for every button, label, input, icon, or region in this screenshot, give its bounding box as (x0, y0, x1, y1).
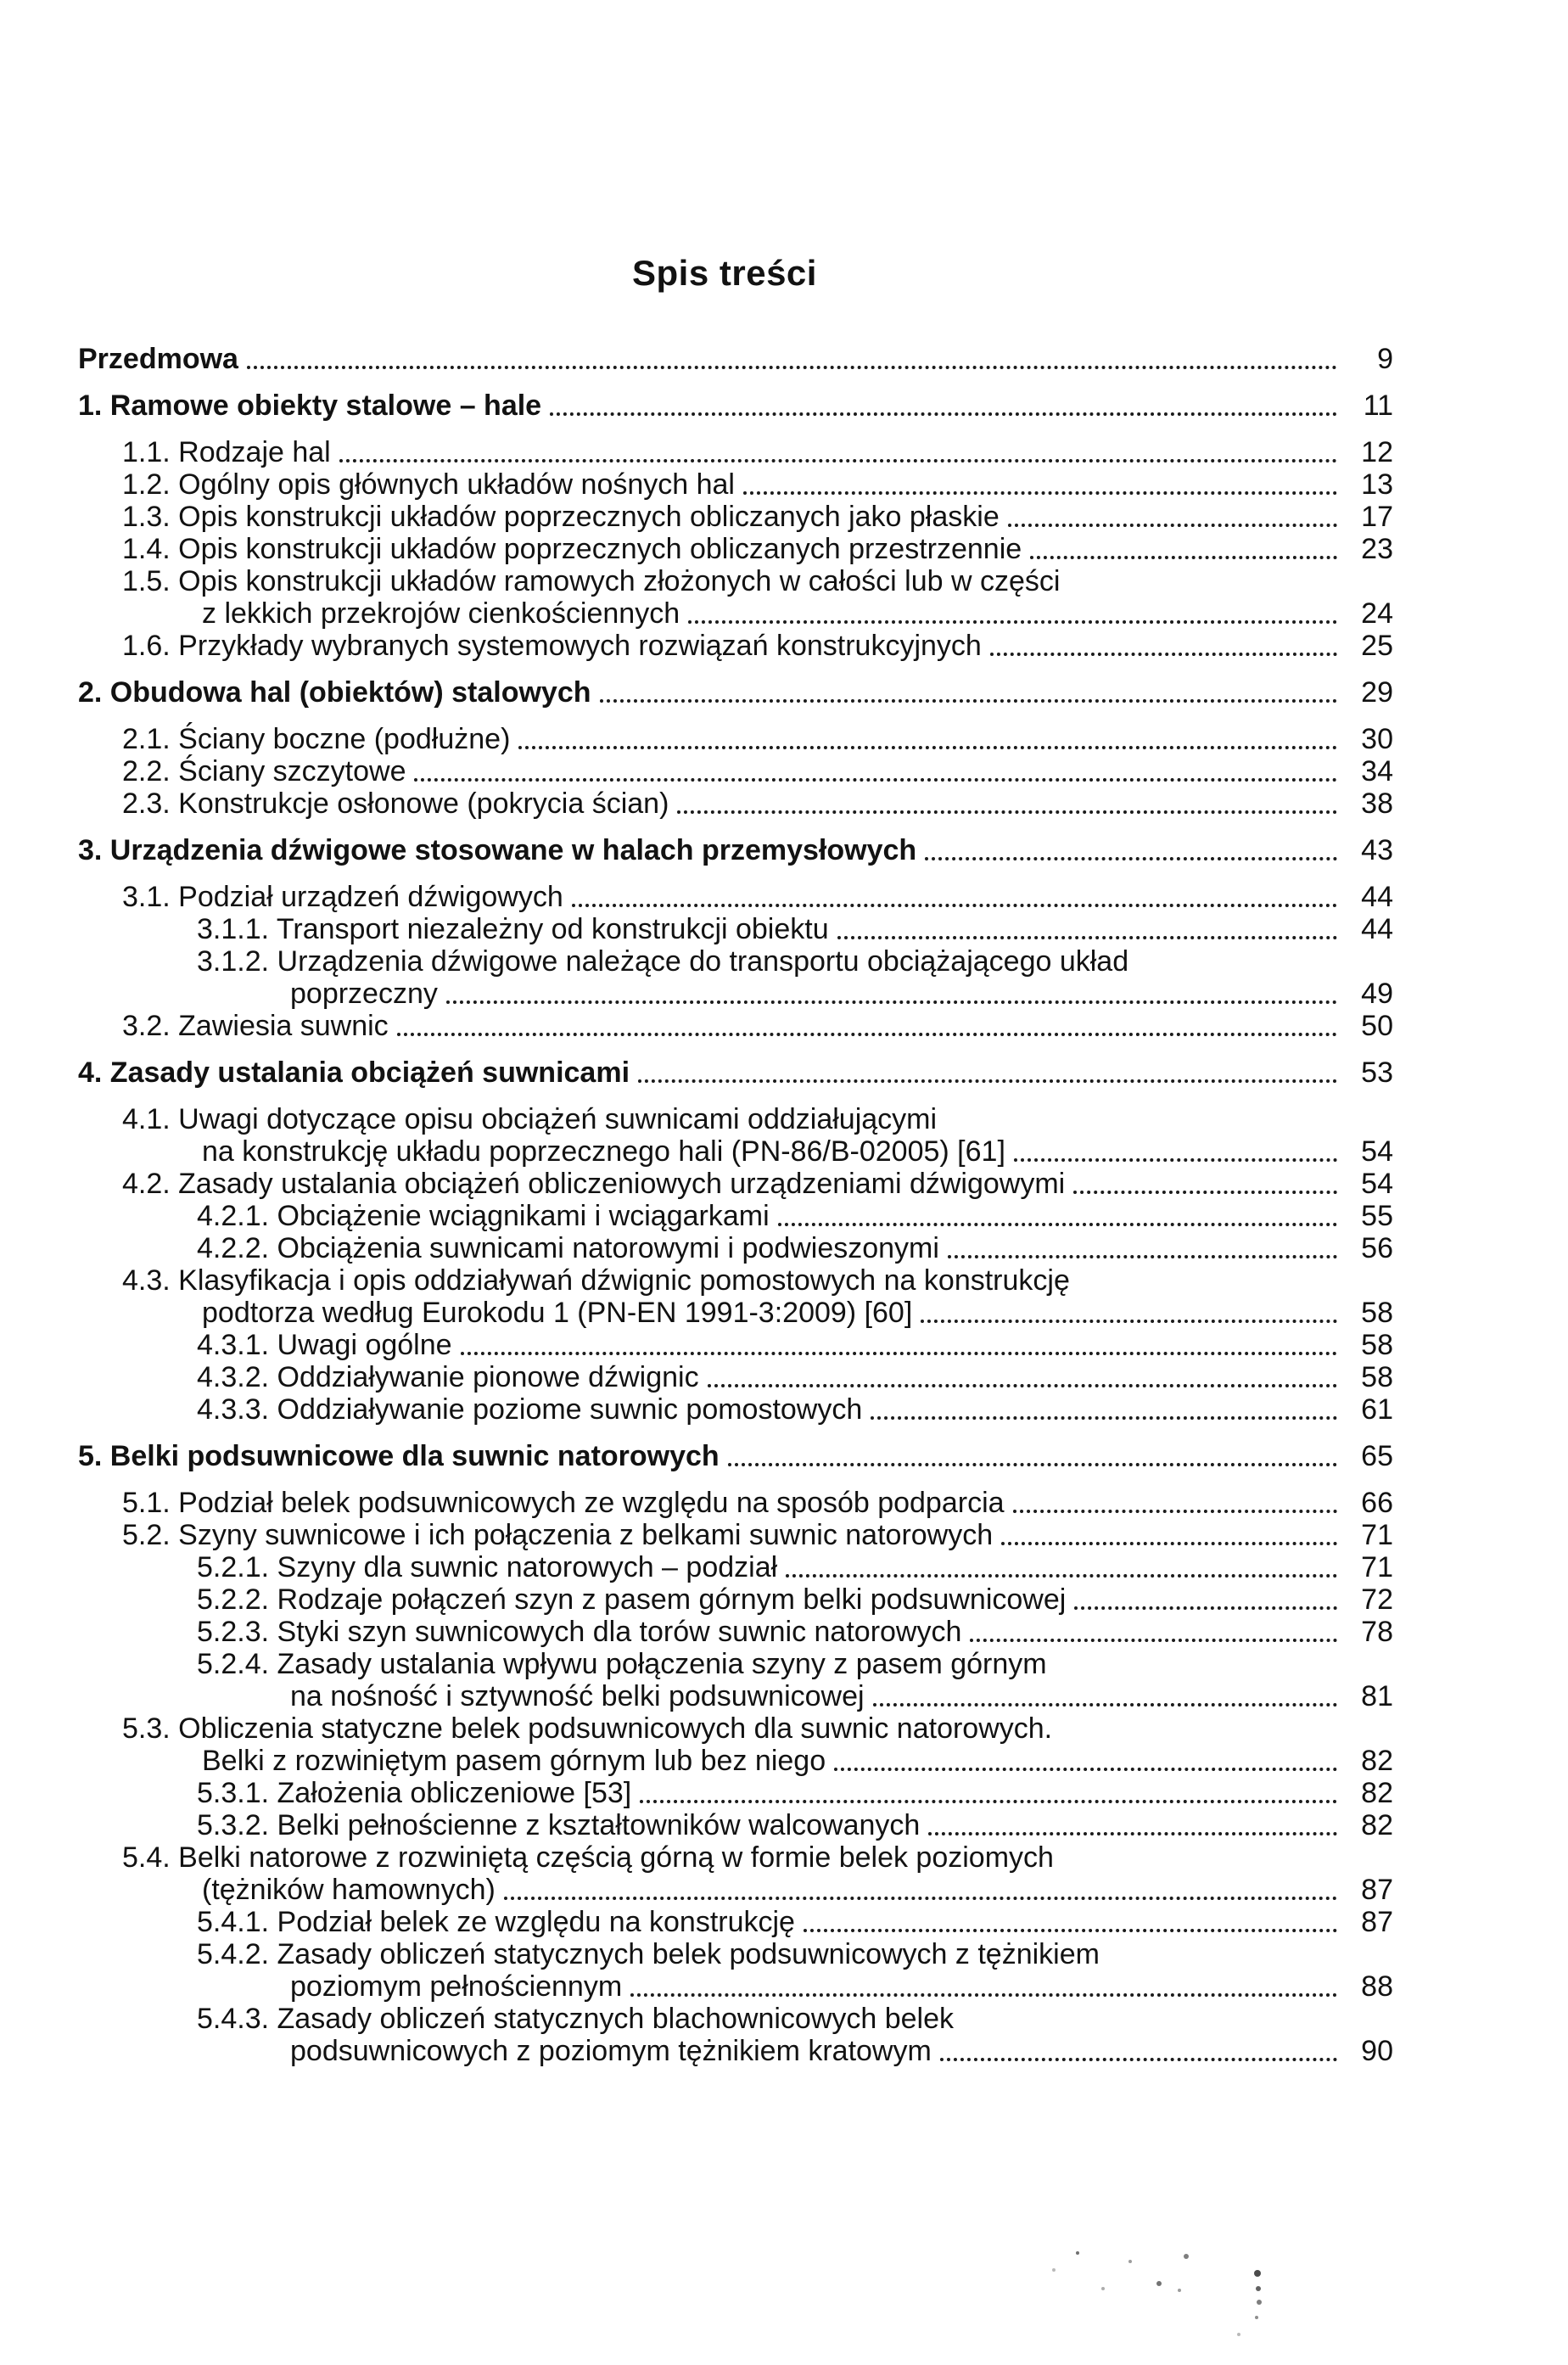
toc-entry (78, 787, 1393, 820)
toc-page-number: 50 (1361, 1010, 1393, 1042)
toc-entry (78, 343, 1393, 375)
toc-entry (78, 1361, 1393, 1393)
toc-entry-label: 4.2.1. Obciążenie wciągnikami i wciągarkami (197, 1200, 770, 1232)
toc-page-number: 24 (1361, 597, 1393, 630)
toc-page-number: 66 (1361, 1487, 1393, 1519)
toc-entry-label: 5.4.1. Podział belek ze względu na konstrukcję (197, 1906, 795, 1938)
toc-entry-label: 5.4.3. Zasady obliczeń statycznych blachownicowych belek (197, 2003, 955, 2035)
dot-leader (871, 1393, 1337, 1420)
toc-entry-label: 5. Belki podsuwnicowe dla suwnic natorowych (78, 1440, 720, 1472)
toc-entry (78, 1487, 1393, 1519)
toc-entry (78, 881, 1393, 913)
toc-entry-label: 4.2. Zasady ustalania obciążeń obliczeniowych urządzeniami dźwigowymi (122, 1168, 1066, 1200)
toc-page-number: 78 (1361, 1616, 1393, 1648)
toc-entry (78, 1583, 1393, 1616)
toc-page-number: 82 (1361, 1809, 1393, 1841)
toc-page-number: 87 (1361, 1874, 1393, 1906)
toc-entry-continuation (78, 978, 1393, 1010)
toc-page-number: 71 (1361, 1519, 1393, 1551)
dot-leader (1014, 1135, 1337, 1162)
dot-leader (990, 630, 1337, 656)
scan-speckle-artifact (1076, 2251, 1079, 2255)
dot-leader (640, 1777, 1337, 1803)
toc-entry (78, 834, 1393, 866)
dot-leader (550, 389, 1337, 416)
toc-entry (78, 533, 1393, 565)
toc-entry-label: 1.6. Przykłady wybranych systemowych rozwiązań konstrukcyjnych (122, 630, 982, 662)
dot-leader (837, 913, 1337, 939)
toc-page-number: 88 (1361, 1970, 1393, 2003)
toc-page-number: 53 (1361, 1056, 1393, 1089)
toc-entry-label: 3.1.1. Transport niezależny od konstrukcji obiektu (197, 913, 829, 945)
dot-leader (600, 676, 1337, 703)
toc-entry-label: 4.1. Uwagi dotyczące opisu obciążeń suwnicami oddziałującymi (122, 1103, 938, 1135)
dot-leader (504, 1874, 1337, 1900)
dot-leader (948, 1232, 1337, 1258)
dot-leader (397, 1010, 1337, 1036)
toc-entry (78, 1440, 1393, 1472)
toc-entry (78, 1010, 1393, 1042)
dot-leader (1001, 1519, 1337, 1545)
toc-entry-continuation (78, 1680, 1393, 1712)
toc-page-number: 81 (1361, 1680, 1393, 1712)
dot-leader (834, 1745, 1337, 1771)
toc-page-number: 9 (1377, 343, 1393, 375)
toc-entry (78, 913, 1393, 945)
toc-page-number: 87 (1361, 1906, 1393, 1938)
toc-entry-label: 5.3. Obliczenia statyczne belek podsuwnicowych dla suwnic natorowych. (122, 1712, 1053, 1745)
toc-entry (78, 755, 1393, 787)
toc-page-number: 72 (1361, 1583, 1393, 1616)
toc-page-number: 30 (1361, 723, 1393, 755)
toc-entry-continuation (78, 1745, 1393, 1777)
dot-leader (572, 881, 1337, 907)
dot-leader (928, 1809, 1337, 1835)
toc-entry-label: na konstrukcję układu poprzecznego hali (PN-86/B-02005) [61] (202, 1135, 1005, 1168)
toc-page-number: 17 (1361, 501, 1393, 533)
toc-entry-label: 5.2.4. Zasady ustalania wpływu połączenia szyny z pasem górnym (197, 1648, 1047, 1680)
toc-entry (78, 1777, 1393, 1809)
toc-entry-label: podsuwnicowych z poziomym tężnikiem kratowym (290, 2035, 932, 2067)
toc-entry-continuation (78, 1135, 1393, 1168)
toc-entry (78, 1056, 1393, 1089)
toc-entry (78, 1906, 1393, 1938)
toc-entry-label: Belki z rozwiniętym pasem górnym lub bez niego (202, 1745, 826, 1777)
dot-leader (1008, 501, 1337, 527)
dot-leader (688, 597, 1337, 624)
dot-leader (743, 468, 1337, 495)
toc-entry-label: 3.1.2. Urządzenia dźwigowe należące do transportu obciążającego układ (197, 945, 1129, 978)
toc-page-number: 23 (1361, 533, 1393, 565)
toc-entry (78, 1200, 1393, 1232)
toc-entry (78, 1393, 1393, 1426)
toc-entry (78, 468, 1393, 501)
toc-entry (78, 501, 1393, 533)
toc-page-number: 58 (1361, 1329, 1393, 1361)
dot-leader (1013, 1487, 1337, 1513)
toc-entry-label: 1.1. Rodzaje hal (122, 436, 331, 468)
toc-page-number: 71 (1361, 1551, 1393, 1583)
dot-leader (873, 1680, 1337, 1706)
toc-entry-label: 4.3. Klasyfikacja i opis oddziaływań dźwignic pomostowych na konstrukcję (122, 1264, 1070, 1297)
toc-entry (78, 1841, 1393, 1874)
dot-leader (786, 1551, 1337, 1578)
dot-leader (518, 723, 1337, 749)
toc-entry-label: 4.3.1. Uwagi ogólne (197, 1329, 452, 1361)
toc-page-number: 82 (1361, 1745, 1393, 1777)
toc-entry-continuation (78, 2035, 1393, 2067)
toc-entry (78, 1648, 1393, 1680)
toc-entry-label: 5.1. Podział belek podsuwnicowych ze względu na sposób podparcia (122, 1487, 1005, 1519)
dot-leader (708, 1361, 1337, 1387)
toc-page-number: 82 (1361, 1777, 1393, 1809)
toc-entry-continuation (78, 1297, 1393, 1329)
toc-entry-label: z lekkich przekrojów cienkościennych (202, 597, 680, 630)
toc-page-number: 11 (1363, 389, 1393, 422)
toc-entry (78, 1103, 1393, 1135)
toc-page-number: 54 (1361, 1135, 1393, 1168)
toc-entry (78, 436, 1393, 468)
toc-entry-label: 5.2.2. Rodzaje połączeń szyn z pasem górnym belki podsuwnicowej (197, 1583, 1067, 1616)
toc-entry-continuation (78, 597, 1393, 630)
dot-leader (728, 1440, 1337, 1466)
toc-entry-label: podtorza według Eurokodu 1 (PN-EN 1991-3:2009) [60] (202, 1297, 913, 1329)
dot-leader (925, 834, 1337, 860)
dot-leader (1074, 1583, 1337, 1610)
toc-entry-label: 1.5. Opis konstrukcji układów ramowych złożonych w całości lub w części (122, 565, 1061, 597)
dot-leader (804, 1906, 1337, 1932)
toc-page-number: 44 (1361, 913, 1393, 945)
toc-entry-label: 5.4.2. Zasady obliczeń statycznych belek podsuwnicowych z tężnikiem (197, 1938, 1100, 1970)
dot-leader (1073, 1168, 1337, 1194)
toc-entry (78, 630, 1393, 662)
page-title: Spis treści (632, 253, 817, 293)
toc-entry-continuation (78, 1874, 1393, 1906)
dot-leader (940, 2035, 1337, 2061)
toc-entry-label: 5.2. Szyny suwnicowe i ich połączenia z belkami suwnic natorowych (122, 1519, 994, 1551)
toc-entry-label: 3.1. Podział urządzeń dźwigowych (122, 881, 563, 913)
dot-leader (1030, 533, 1337, 559)
dot-leader (677, 787, 1337, 814)
toc-entry-label: 5.3.1. Założenia obliczeniowe [53] (197, 1777, 632, 1809)
toc-page-number: 29 (1361, 676, 1393, 709)
dot-leader (970, 1616, 1337, 1642)
toc-entry-label: 2.2. Ściany szczytowe (122, 755, 406, 787)
toc-page-number: 56 (1361, 1232, 1393, 1264)
dot-leader (446, 978, 1337, 1004)
toc-entry-label: 5.3.2. Belki pełnościenne z kształtowników walcowanych (197, 1809, 921, 1841)
toc-entry (78, 676, 1393, 709)
toc-entry-label: poziomym pełnościennym (290, 1970, 623, 2003)
toc-entry (78, 1616, 1393, 1648)
toc-entry-label: (tężników hamownych) (202, 1874, 496, 1906)
toc-entry-label: 1.2. Ogólny opis głównych układów nośnych hal (122, 468, 735, 501)
dot-leader (638, 1056, 1337, 1083)
toc-entry (78, 1938, 1393, 1970)
dot-leader (247, 343, 1337, 369)
toc-entry (78, 1551, 1393, 1583)
toc-entry (78, 945, 1393, 978)
toc-page-number: 34 (1361, 755, 1393, 787)
toc-entry-label: Przedmowa (78, 343, 238, 375)
toc-entry-label: 1.3. Opis konstrukcji układów poprzecznych obliczanych jako płaskie (122, 501, 1000, 533)
toc-page-number: 65 (1361, 1440, 1393, 1472)
toc-entry-label: 4.2.2. Obciążenia suwnicami natorowymi i podwieszonymi (197, 1232, 939, 1264)
toc-page-number: 12 (1361, 436, 1393, 468)
toc-page-number: 90 (1361, 2035, 1393, 2067)
dot-leader (339, 436, 1337, 462)
dot-leader (630, 1970, 1337, 1997)
toc-entry (78, 1232, 1393, 1264)
toc-page-number: 49 (1361, 978, 1393, 1010)
toc-page-number: 38 (1361, 787, 1393, 820)
toc-page-number: 54 (1361, 1168, 1393, 1200)
toc-entry-label: 3. Urządzenia dźwigowe stosowane w halach przemysłowych (78, 834, 917, 866)
table-of-contents (78, 343, 1393, 2067)
toc-entry-label: 1. Ramowe obiekty stalowe – hale (78, 389, 542, 422)
toc-entry-continuation (78, 1970, 1393, 2003)
toc-page-number: 61 (1361, 1393, 1393, 1426)
toc-entry-label: 1.4. Opis konstrukcji układów poprzecznych obliczanych przestrzennie (122, 533, 1022, 565)
toc-entry-label: 5.2.3. Styki szyn suwnicowych dla torów suwnic natorowych (197, 1616, 962, 1648)
toc-entry-label: 2.3. Konstrukcje osłonowe (pokrycia ścian) (122, 787, 669, 820)
toc-entry (78, 2003, 1393, 2035)
toc-entry-label: 5.4. Belki natorowe z rozwiniętą częścią górną w formie belek poziomych (122, 1841, 1054, 1874)
toc-entry (78, 1712, 1393, 1745)
toc-entry (78, 1168, 1393, 1200)
toc-entry-label: 2.1. Ściany boczne (podłużne) (122, 723, 511, 755)
toc-entry-label: 2. Obudowa hal (obiektów) stalowych (78, 676, 591, 709)
toc-entry (78, 1519, 1393, 1551)
toc-page-number: 13 (1361, 468, 1393, 501)
toc-entry-label: 4.3.2. Oddziaływanie pionowe dźwignic (197, 1361, 699, 1393)
dot-leader (778, 1200, 1337, 1226)
toc-entry-label: 4. Zasady ustalania obciążeń suwnicami (78, 1056, 630, 1089)
toc-page-number: 58 (1361, 1361, 1393, 1393)
toc-page-number: 44 (1361, 881, 1393, 913)
dot-leader (461, 1329, 1337, 1355)
toc-page-number: 58 (1361, 1297, 1393, 1329)
toc-entry-label: poprzeczny (290, 978, 438, 1010)
toc-entry-label: 3.2. Zawiesia suwnic (122, 1010, 389, 1042)
toc-entry-label: na nośność i sztywność belki podsuwnicowej (290, 1680, 865, 1712)
toc-entry (78, 723, 1393, 755)
toc-entry-label: 4.3.3. Oddziaływanie poziome suwnic pomostowych (197, 1393, 863, 1426)
toc-entry (78, 389, 1393, 422)
toc-entry (78, 565, 1393, 597)
toc-entry (78, 1809, 1393, 1841)
dot-leader (921, 1297, 1337, 1323)
toc-page-number: 55 (1361, 1200, 1393, 1232)
toc-entry (78, 1329, 1393, 1361)
toc-page-number: 25 (1361, 630, 1393, 662)
dot-leader (414, 755, 1337, 782)
toc-entry-label: 5.2.1. Szyny dla suwnic natorowych – podział (197, 1551, 778, 1583)
toc-page-number: 43 (1361, 834, 1393, 866)
toc-entry (78, 1264, 1393, 1297)
